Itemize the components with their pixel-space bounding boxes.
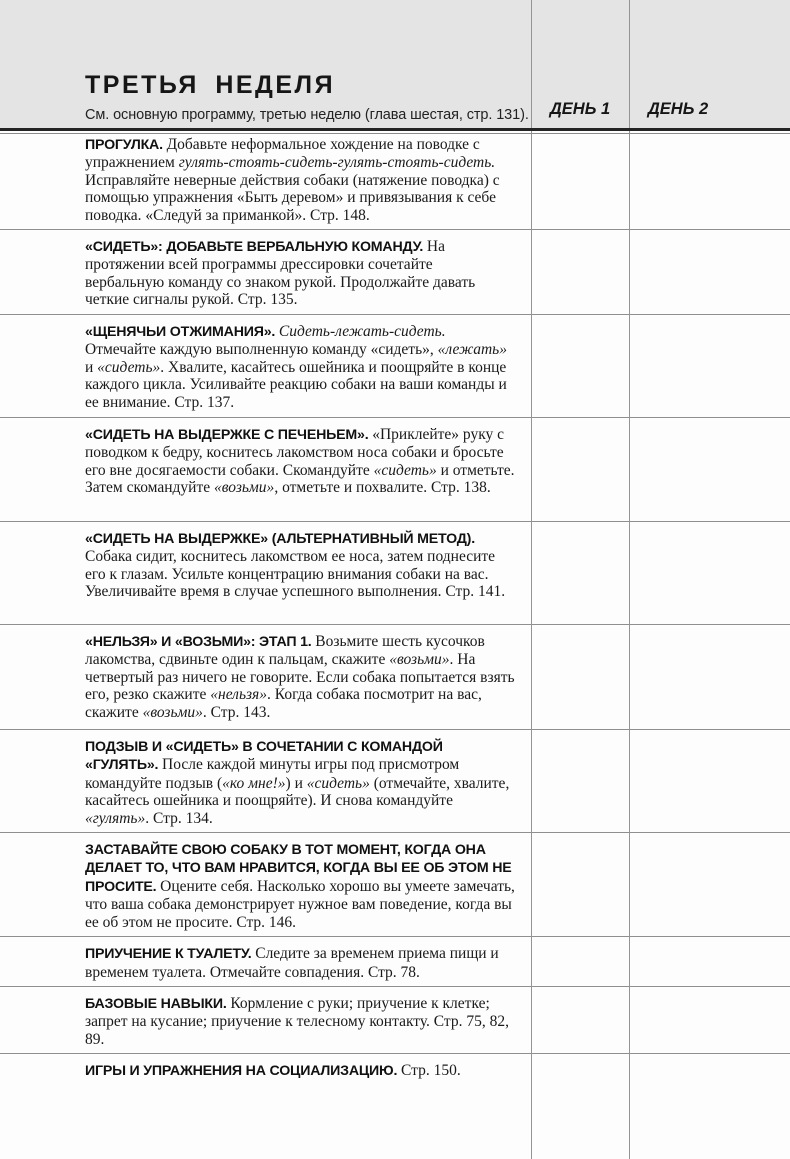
task-text-normal: На протяжении всей программы дрессировки сочетайте вербальную команду со знаком рукой. Продолжайте давать четкие сигналы рукой. Стр. 135. bbox=[85, 238, 476, 309]
task-text-italic: «сидеть» bbox=[306, 774, 370, 792]
day1-cell[interactable] bbox=[531, 987, 629, 1053]
table-vertical-line-day2 bbox=[629, 0, 630, 1159]
task-text-bold: ИГРЫ И УПРАЖНЕНИЯ НА СОЦИАЛИЗАЦИЮ. bbox=[85, 1063, 401, 1080]
task-text-normal: . Стр. 134. bbox=[145, 809, 213, 827]
header-rule-thick bbox=[0, 128, 790, 131]
table-row bbox=[0, 230, 790, 315]
day1-cell[interactable] bbox=[531, 1054, 629, 1159]
task-text-normal: Стр. 150. bbox=[400, 1062, 461, 1080]
day1-cell[interactable] bbox=[531, 730, 629, 832]
task-text-italic: «нельзя» bbox=[210, 686, 267, 704]
task-text-italic: «гулять» bbox=[85, 809, 146, 827]
day2-cell[interactable] bbox=[629, 418, 790, 521]
day2-column-header: ДЕНЬ 2 bbox=[647, 100, 709, 118]
task-text-normal: , отметьте и похвалите. Стр. 138. bbox=[274, 479, 491, 497]
table-row bbox=[0, 522, 790, 625]
table-row bbox=[0, 987, 790, 1054]
task-text-normal: Исправляйте неверные действия собаки (натяжение поводка) с помощью упражнения «Быть деревом» и привязывания к себе поводка. «Следуй за приманкой». Стр. 148. bbox=[85, 171, 500, 224]
day1-cell[interactable] bbox=[531, 937, 629, 986]
task-description bbox=[0, 730, 531, 832]
task-text-bold: «НЕЛЬЗЯ» И «ВОЗЬМИ»: ЭТАП 1. bbox=[85, 634, 316, 651]
task-description bbox=[0, 833, 531, 936]
day2-cell[interactable] bbox=[629, 625, 790, 729]
task-text-normal: . Когда собака посмотрит на вас, скажите bbox=[85, 686, 482, 721]
header-title-block bbox=[0, 71, 531, 128]
task-text-bold: ПРИУЧЕНИЕ К ТУАЛЕТУ. bbox=[85, 946, 256, 963]
day1-cell[interactable] bbox=[531, 128, 629, 229]
day2-cell[interactable] bbox=[629, 230, 790, 314]
day1-cell[interactable] bbox=[531, 833, 629, 936]
task-description bbox=[0, 315, 531, 417]
table-row bbox=[0, 315, 790, 418]
page-subtitle: См. основную программу, третью неделю (глава шестая, стр. 131). bbox=[85, 107, 529, 123]
task-text-italic: «сидеть» bbox=[97, 358, 161, 376]
day2-cell[interactable] bbox=[629, 730, 790, 832]
task-text-normal: . На четвертый раз ничего не говорите. Если собака попытается взять его, резко скажите bbox=[85, 651, 515, 704]
task-text-normal: Добавьте неформальное хождение на поводке с упражнением bbox=[85, 136, 480, 172]
task-text-italic: «возьми» bbox=[389, 651, 450, 669]
task-text-italic: «сидеть» bbox=[373, 461, 437, 479]
task-description bbox=[0, 230, 531, 314]
day2-cell[interactable] bbox=[629, 937, 790, 986]
task-description bbox=[0, 937, 531, 986]
table-row bbox=[0, 1054, 790, 1159]
task-description bbox=[0, 522, 531, 624]
task-text-bold: ПОДЗЫВ И «СИДЕТЬ» В СОЧЕТАНИИ С КОМАНДОЙ «ГУЛЯТЬ». bbox=[85, 739, 443, 774]
task-description bbox=[0, 418, 531, 521]
task-text-italic: «лежать» bbox=[437, 341, 507, 359]
task-text-normal: Кормление с руки; приучение к клетке; запрет на кусание; приучение к телесному контакту. Стр. 75, 82, 89. bbox=[85, 994, 510, 1048]
day2-cell[interactable] bbox=[629, 128, 790, 229]
task-text-italic: гулять-стоять-сидеть-гулять-стоять-сидеть. bbox=[178, 154, 496, 172]
task-text-normal: Отмечайте каждую выполненную команду «сидеть», bbox=[85, 341, 438, 359]
task-text-bold: «СИДЕТЬ НА ВЫДЕРЖКЕ» (АЛЬТЕРНАТИВНЫЙ МЕТОД). bbox=[85, 531, 475, 548]
task-description bbox=[0, 987, 531, 1053]
task-text-normal: После каждой минуты игры под присмотром командуйте подзыв ( bbox=[85, 756, 460, 792]
task-text-bold: «СИДЕТЬ НА ВЫДЕРЖКЕ С ПЕЧЕНЬЕМ». bbox=[85, 427, 373, 444]
task-text-normal: ) и bbox=[285, 774, 307, 792]
table-row bbox=[0, 730, 790, 833]
day2-cell[interactable] bbox=[629, 833, 790, 936]
day2-cell[interactable] bbox=[629, 315, 790, 417]
task-description bbox=[0, 1054, 531, 1159]
task-text-normal: Оцените себя. Насколько хорошо вы умеете замечать, что ваша собака демонстрирует нужное вам поведение, когда вы ее об этом не просите. Стр. 146. bbox=[85, 877, 515, 931]
task-text-normal: . Хвалите, касайтесь ошейника и поощряйте в конце каждого цикла. Усиливайте реакцию собаки на ваши команды и ее внимание. Стр. 137. bbox=[85, 358, 507, 411]
task-text-normal: и bbox=[85, 358, 98, 376]
task-text-bold: ПРОГУЛКА. bbox=[85, 137, 167, 153]
table-row bbox=[0, 418, 790, 522]
task-text-italic: Сидеть-лежать-сидеть. bbox=[278, 323, 446, 341]
day2-cell[interactable] bbox=[629, 987, 790, 1053]
day1-cell[interactable] bbox=[531, 315, 629, 417]
page-title: ТРЕТЬЯ НЕДЕЛЯ bbox=[85, 71, 336, 99]
day1-cell[interactable] bbox=[531, 418, 629, 521]
header-rule-thin bbox=[0, 133, 790, 134]
table-row bbox=[0, 128, 790, 230]
day1-cell[interactable] bbox=[531, 230, 629, 314]
table-row bbox=[0, 625, 790, 730]
table-vertical-line-day1 bbox=[531, 0, 532, 1159]
task-table bbox=[0, 128, 790, 1159]
task-text-italic: «возьми» bbox=[214, 479, 275, 497]
table-row bbox=[0, 833, 790, 937]
table-row bbox=[0, 937, 790, 987]
day1-column-header: ДЕНЬ 1 bbox=[549, 100, 611, 118]
task-text-bold: «СИДЕТЬ»: ДОБАВЬТЕ ВЕРБАЛЬНУЮ КОМАНДУ. bbox=[85, 239, 427, 256]
task-text-bold: БАЗОВЫЕ НАВЫКИ. bbox=[85, 995, 231, 1012]
header bbox=[0, 0, 790, 128]
task-text-normal: Собака сидит, коснитесь лакомством ее носа, затем поднесите его к глазам. Усильте концентрацию внимания собаки на вас. Увеличивайте время в случае успешного выполнения. Стр. 141. bbox=[85, 548, 506, 601]
day2-cell[interactable] bbox=[629, 1054, 790, 1159]
task-description bbox=[0, 128, 531, 229]
task-text-normal: Следите за временем приема пищи и временем туалета. Отмечайте совпадения. Стр. 78. bbox=[85, 945, 499, 981]
day1-cell[interactable] bbox=[531, 522, 629, 624]
task-text-italic: «ко мне!» bbox=[222, 774, 286, 792]
day1-cell[interactable] bbox=[531, 625, 629, 729]
task-text-normal: (отмечайте, хвалите, касайтесь ошейника и поощряйте). И снова командуйте bbox=[85, 774, 510, 810]
task-text-bold: «ЩЕНЯЧЬИ ОТЖИМАНИЯ». bbox=[85, 324, 279, 341]
task-text-normal: и отметьте. Затем скомандуйте bbox=[85, 461, 515, 497]
day2-cell[interactable] bbox=[629, 522, 790, 624]
task-text-italic: «возьми» bbox=[142, 703, 203, 721]
task-text-normal: Возьмите шесть кусочков лакомства, сдвиньте один к пальцам, скажите bbox=[85, 633, 485, 669]
task-text-normal: «Приклейте» руку с поводком к бедру, коснитесь лакомством носа собаки и бросьте его вне досягаемости собаки. Скомандуйте bbox=[85, 426, 505, 479]
task-text-bold: ЗАСТАВАЙТЕ СВОЮ СОБАКУ В ТОТ МОМЕНТ, КОГДА ОНА ДЕЛАЕТ ТО, ЧТО ВАМ НРАВИТСЯ, КОГДА ВЫ ЕЕ ОБ ЭТОМ НЕ ПРОСИТЕ. bbox=[85, 842, 512, 895]
task-description bbox=[0, 625, 531, 729]
task-text-normal: . Стр. 143. bbox=[202, 703, 271, 721]
